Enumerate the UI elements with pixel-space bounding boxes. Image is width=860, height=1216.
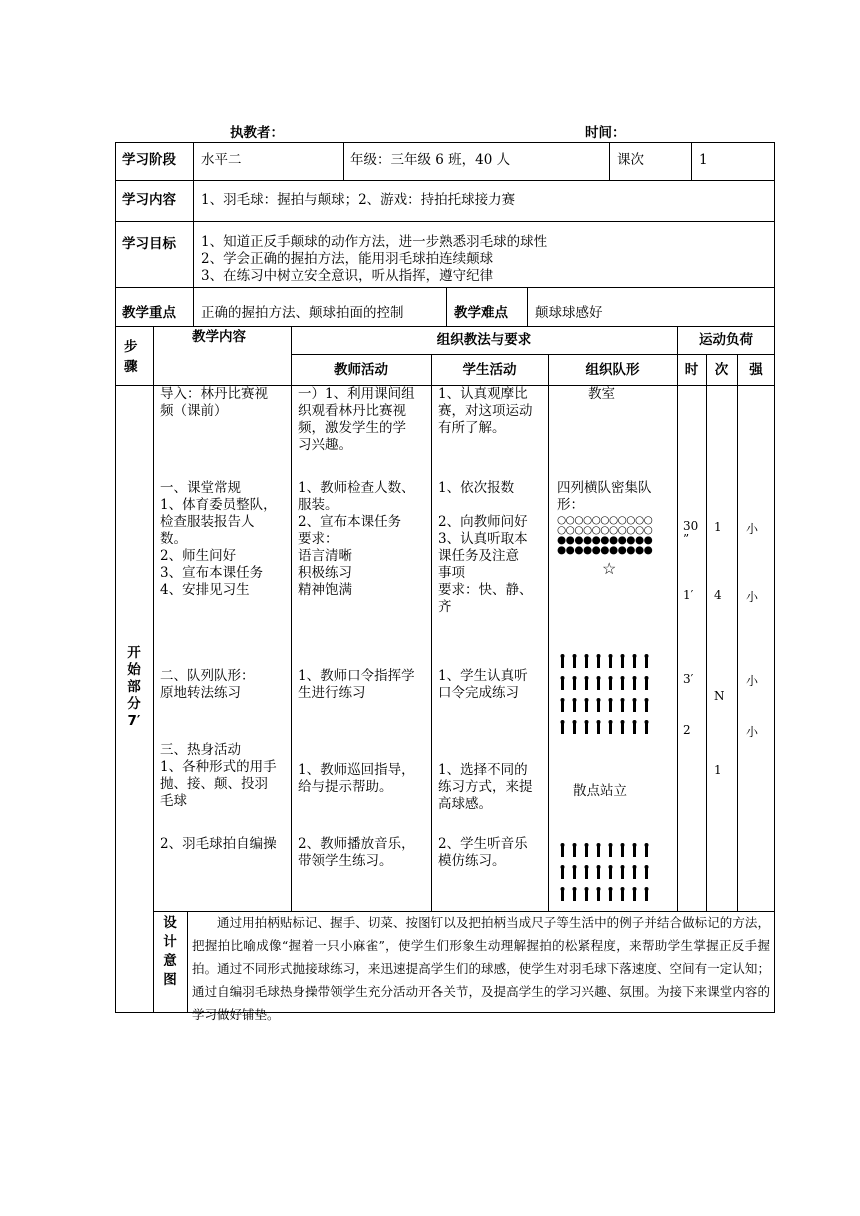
difficulty-label: 教学难点 [454,305,508,321]
goal-label: 学习目标 [122,236,176,252]
figure-row [559,843,669,860]
formation-figures-drill [559,654,669,737]
goal-item: 2、学会正确的握拍方法，能用羽毛球拍连续颠球 [201,251,494,267]
content-warmup: 三、热身活动 1、各种形式的用手 抛、接、颠、投羽 毛球 [160,742,277,809]
teacher-star-icon: ☆ [602,559,617,578]
figure-row [559,654,669,671]
student-drill: 1、学生认真听 口令完成练习 [438,668,528,701]
formation-figures-routine [559,843,669,904]
figure-row [559,865,669,882]
design-intent-label: 设 计 意 图 [163,915,177,988]
goal-list [201,234,547,285]
figure-row [559,720,669,737]
load-time-1: 1′ [683,588,694,602]
load-header: 运动负荷 [699,332,753,348]
content-intro: 导入：林丹比赛视 频（课前） [160,386,268,419]
student-warmup: 1、选择不同的 练习方式，来提 高球感。 [438,762,533,812]
student-figures-icon [559,720,659,734]
count-header: 次 [714,362,729,378]
intensity-header: 强 [749,362,763,378]
design-intent-text: 通过用拍柄贴标记、握手、切菜、按图钉以及把拍柄当成尺子等生活中的例子并结合做标记的方法，把握拍比喻成像“握着一只小麻雀”，使学生们形象生动理解握拍的松紧程度，来帮助学生掌握正反手握拍。通过不同形式抛接球练习，来迅速提高学生们的球感，使学生对羽毛球下落速度、空间有一定认知；通过自编羽毛球热身操带领学生充分活动开各关节，及提高学生的学习兴趣、氛围。为接下来课堂内容的学习做好铺垫。 [192,915,770,1022]
student-figures-icon [559,865,659,879]
figure-row [559,887,669,904]
teacher-drill: 1、教师口令指挥学 生进行练习 [298,668,415,701]
content-value: 1、羽毛球：握拍与颠球；2、游戏：持拍托球接力赛 [201,192,516,208]
load-intensity-2: 小 [746,590,759,604]
teacher-activity-header: 教师活动 [334,362,388,378]
formation-circle-rows: ○○○○○○○○○○○ ○○○○○○○○○○○ ●●●●●●●●●●● ●●●●●●●●●●● [557,515,653,555]
student-figures-icon [559,698,659,712]
difficulty-value: 颠球球感好 [535,305,603,321]
teacher-intro: 一）1、利用课间组 织观看林丹比赛视 频，激发学生的学 习兴趣。 [298,386,415,453]
org-header: 组织教法与要求 [436,332,532,348]
time-header: 时 [684,362,699,378]
content-header: 教学内容 [192,329,246,345]
load-time-2: 2 [683,723,691,737]
load-count-n: N [714,689,725,703]
student-figures-icon [559,887,659,901]
content-label: 学习内容 [122,192,176,208]
lesson-label: 课次 [617,152,644,168]
load-time-30: 30 ” [683,519,699,546]
teacher-label: 执教者： [230,125,284,141]
teacher-routine: 1、教师检查人数、 服装。 2、宣布本课任务 要求： 语言清晰 积极练习 精神饱满 [298,480,415,598]
load-count-1b: 1 [714,763,722,777]
load-count-1: 1 [714,520,722,534]
student-racket-routine: 2、学生听音乐 模仿练习。 [438,836,528,869]
stage-label: 学习阶段 [122,152,176,168]
time-label: 时间： [585,125,626,141]
load-count-4: 4 [714,588,722,602]
figure-row [559,698,669,715]
step-header: 步 骤 [124,339,138,375]
stage-value: 水平二 [201,152,242,168]
lesson-value: 1 [699,152,708,168]
student-figures-icon [559,654,659,668]
formation-four-rows: 四列横队密集队 形： [557,480,652,513]
formation-header: 组织队形 [585,362,640,378]
load-time-3: 3′ [683,672,694,686]
student-intro: 1、认真观摩比 赛，对这项运动 有所了解。 [438,386,533,436]
teacher-warmup: 1、教师巡回指导， 给与提示帮助。 [298,762,415,795]
goal-item: 3、在练习中树立安全意识，听从指挥，遵守纪律 [201,268,494,284]
formation-scatter: 散点站立 [573,783,627,799]
load-intensity-1: 小 [746,522,759,536]
load-intensity-4: 小 [746,725,759,739]
teacher-racket-routine: 2、教师播放音乐， 带领学生练习。 [298,836,415,869]
formation-classroom: 教室 [588,386,615,402]
student-activity-header: 学生活动 [462,362,517,378]
figure-row [559,676,669,693]
content-racket-routine: 2、羽毛球拍自编操 [160,836,277,852]
goal-item: 1、知道正反手颠球的动作方法，进一步熟悉羽毛球的球性 [201,234,548,250]
stage-part-label: 开 始 部 分 7′ [127,645,141,729]
key-point-label: 教学重点 [122,305,176,321]
grade-value: 年级：三年级 6 班，40 人 [350,152,511,168]
student-figures-icon [559,843,659,857]
key-point-value: 正确的握拍方法、颠球拍面的控制 [201,305,404,321]
student-figures-icon [559,676,659,690]
student-routine: 1、依次报数 2、向教师问好 3、认真听取本 课任务及注意 事项 要求：快、静、 齐 [438,480,533,615]
content-drill: 二、队列队形： 原地转法练习 [160,668,255,701]
content-routine: 一、课堂常规 1、体育委员整队， 检查服装报告人 数。 2、师生问好 3、宣布本课任务 4、安排见习生 [160,480,277,598]
load-intensity-3: 小 [746,674,759,688]
